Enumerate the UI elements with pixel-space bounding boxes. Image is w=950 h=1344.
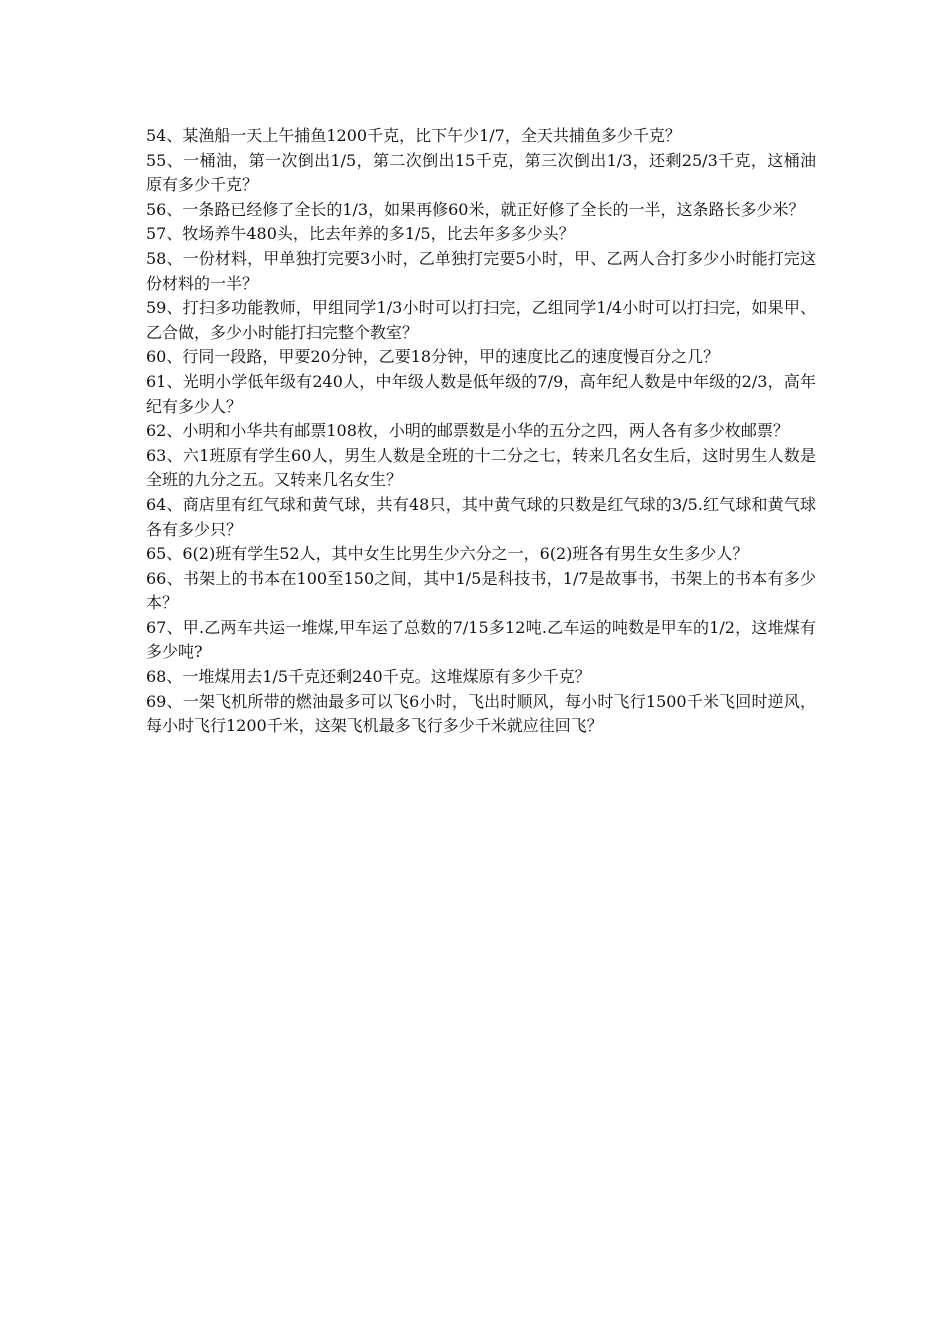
problem-69: 69、一架飞机所带的燃油最多可以飞6小时，飞出时顺风，每小时飞行1500千米飞回时逆风，每小时飞行1200千米，这架飞机最多飞行多少千米就应往回飞？ bbox=[146, 691, 816, 736]
problem-63: 63、六1班原有学生60人，男生人数是全班的十二分之七，转来几名女生后，这时男生人数是全班的九分之五。又转来几名女生？ bbox=[146, 445, 816, 490]
problem-64: 64、商店里有红气球和黄气球，共有48只，其中黄气球的只数是红气球的3/5.红气球和黄气球各有多少只？ bbox=[146, 494, 816, 539]
problem-68: 68、一堆煤用去1/5千克还剩240千克。这堆煤原有多少千克？ bbox=[146, 667, 591, 687]
problem-65: 65、6(2)班有学生52人，其中女生比男生少六分之一，6(2)班各有男生女生多少人？ bbox=[146, 544, 749, 564]
problem-59: 59、打扫多功能教师，甲组同学1/3小时可以打扫完，乙组同学1/4小时可以打扫完，如果甲、乙合做，多少小时能打扫完整个教室？ bbox=[146, 298, 816, 342]
problem-62: 62、小明和小华共有邮票108枚，小明的邮票数是小华的五分之四，两人各有多少枚邮票？ bbox=[146, 421, 789, 441]
problem-58: 58、一份材料，甲单独打完要3小时，乙单独打完要5小时，甲、乙两人合打多少小时能打完这份材料的一半？ bbox=[146, 248, 816, 293]
problem-55: 55、一桶油，第一次倒出1/5，第二次倒出15千克，第三次倒出1/3，还剩25/3千克，这桶油原有多少千克？ bbox=[146, 150, 816, 195]
problem-66: 66、书架上的书本在100至150之间，其中1/5是科技书，1/7是故事书，书架上的书本有多少本？ bbox=[146, 568, 816, 613]
problem-61: 61、光明小学低年级有240人，中年级人数是低年级的7/9，高年纪人数是中年级的2/3，高年纪有多少人？ bbox=[146, 371, 816, 416]
problem-60: 60、行同一段路，甲要20分钟，乙要18分钟，甲的速度比乙的速度慢百分之几？ bbox=[146, 347, 720, 367]
problem-56: 56、一条路已经修了全长的1/3，如果再修60米，就正好修了全长的一半，这条路长多少米？ bbox=[146, 199, 805, 219]
problem-67: 67、甲.乙两车共运一堆煤,甲车运了总数的7/15多12吨.乙车运的吨数是甲车的1/2，这堆煤有多少吨? bbox=[146, 617, 816, 662]
problem-57: 57、牧场养牛480头，比去年养的多1/5，比去年多多少头？ bbox=[146, 224, 575, 244]
problem-list bbox=[146, 124, 816, 739]
problem-54: 54、某渔船一天上午捕鱼1200千克，比下午少1/7，全天共捕鱼多少千克？ bbox=[146, 126, 681, 145]
